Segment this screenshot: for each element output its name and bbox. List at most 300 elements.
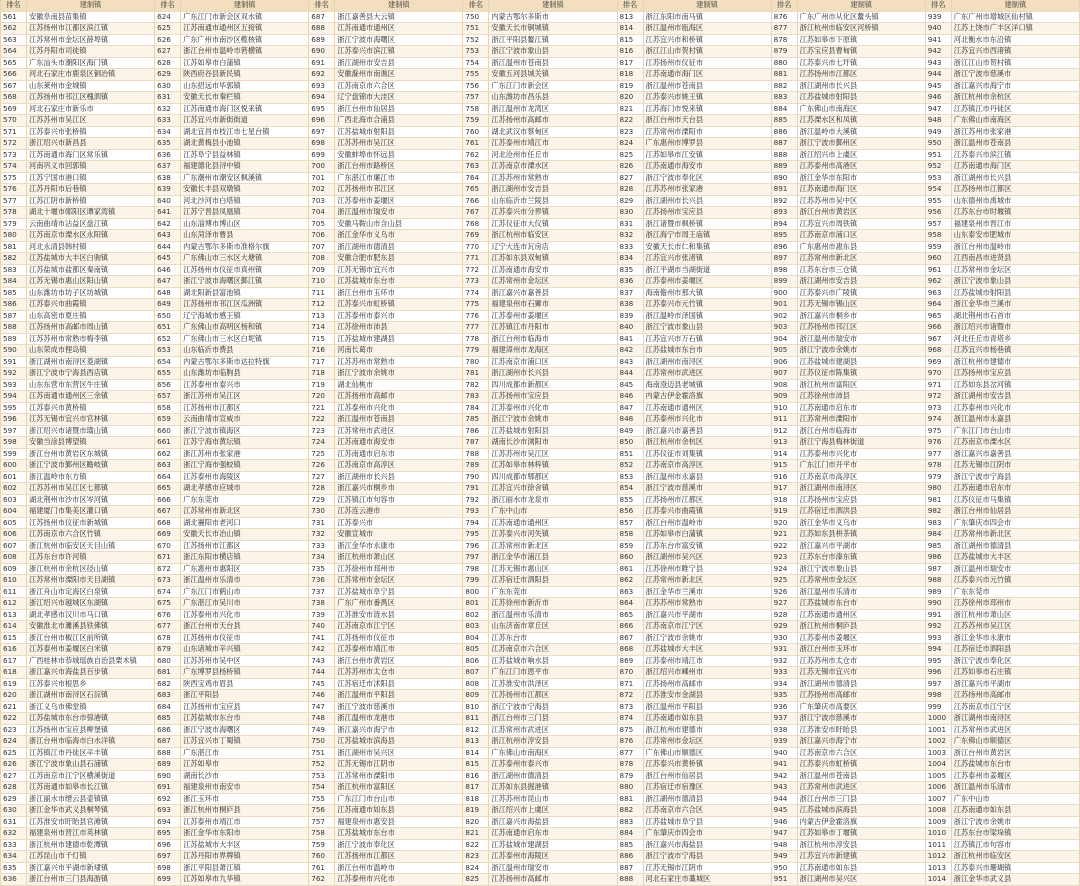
rank-cell: 758 xyxy=(463,103,489,115)
rank-cell: 590 xyxy=(1,345,27,357)
rank-cell: 599 xyxy=(1,448,27,460)
town-name-cell: 广东江门市新会区双水镇 xyxy=(181,11,309,23)
town-name-cell: 江苏南通市通州区 xyxy=(643,402,771,414)
town-name-cell: 浙江杭州市萧山区 xyxy=(951,609,1079,621)
rank-cell: 977 xyxy=(925,448,951,460)
town-name-cell: 江苏无锡市江阴市 xyxy=(643,862,771,874)
rank-cell: 627 xyxy=(1,770,27,782)
rank-cell: 826 xyxy=(617,161,643,173)
rank-cell: 839 xyxy=(617,310,643,322)
town-column-header: 建制镇 xyxy=(797,0,925,11)
rank-cell: 934 xyxy=(771,678,797,690)
rank-cell: 894 xyxy=(771,218,797,230)
town-name-cell: 广东东莞市 xyxy=(181,494,309,506)
rank-cell: 958 xyxy=(925,230,951,242)
rank-cell: 879 xyxy=(617,770,643,782)
table-row xyxy=(1,345,1080,357)
town-name-cell: 江苏南通市如东县 xyxy=(335,805,463,817)
rank-cell: 882 xyxy=(771,80,797,92)
rank-cell: 904 xyxy=(771,333,797,345)
rank-cell: 773 xyxy=(463,276,489,288)
town-column-header: 建制镇 xyxy=(335,0,463,11)
rank-cell: 858 xyxy=(617,529,643,541)
rank-cell: 1007 xyxy=(925,793,951,805)
town-name-cell: 江苏扬州市宝应县 xyxy=(797,494,925,506)
rank-cell: 661 xyxy=(155,437,181,449)
rank-cell: 690 xyxy=(155,770,181,782)
rank-cell: 706 xyxy=(309,230,335,242)
town-name-cell: 安徽合肥市肥东县 xyxy=(335,253,463,265)
table-row xyxy=(1,34,1080,46)
rank-cell: 842 xyxy=(617,345,643,357)
rank-cell: 708 xyxy=(309,253,335,265)
town-name-cell: 安徽天长市仁和集镇 xyxy=(643,241,771,253)
rank-cell: 699 xyxy=(309,149,335,161)
town-name-cell: 广东东莞市 xyxy=(951,586,1079,598)
town-name-cell: 江苏盐城市射阳县 xyxy=(335,126,463,138)
table-row xyxy=(1,126,1080,138)
rank-cell: 821 xyxy=(463,828,489,840)
table-row xyxy=(1,655,1080,667)
town-name-cell: 浙江台州市三门县海游镇 xyxy=(27,874,155,886)
rank-cell: 586 xyxy=(1,299,27,311)
rank-cell: 751 xyxy=(463,23,489,35)
rank-cell: 732 xyxy=(309,529,335,541)
rank-cell: 761 xyxy=(463,138,489,150)
rank-cell: 787 xyxy=(463,437,489,449)
town-name-cell: 浙江绍兴市上虞区 xyxy=(489,805,617,817)
rank-cell: 651 xyxy=(155,322,181,334)
town-name-cell: 湖北仙桃市 xyxy=(335,379,463,391)
rank-cell: 754 xyxy=(463,57,489,69)
rank-cell: 897 xyxy=(771,253,797,265)
town-name-cell: 江苏泰兴市虹桥镇 xyxy=(797,759,925,771)
town-name-cell: 浙江宁波市宁海县 xyxy=(489,701,617,713)
table-row xyxy=(1,552,1080,564)
town-name-cell: 江苏如皋市江安镇 xyxy=(643,149,771,161)
town-name-cell: 江苏常州市武进区 xyxy=(797,782,925,794)
rank-cell: 859 xyxy=(617,540,643,552)
rank-cell: 626 xyxy=(155,34,181,46)
rank-cell: 1010 xyxy=(925,828,951,840)
rank-cell: 653 xyxy=(155,345,181,357)
town-name-cell: 江苏泰州市靖江市 xyxy=(643,655,771,667)
town-name-cell: 江苏南通市通州区 xyxy=(489,517,617,529)
town-name-cell: 江苏如皋市下原镇 xyxy=(797,34,925,46)
town-name-cell: 江苏泰州市海陵区 xyxy=(181,471,309,483)
rank-cell: 929 xyxy=(771,621,797,633)
rank-cell: 730 xyxy=(309,506,335,518)
town-name-cell: 江苏泰兴市 xyxy=(335,517,463,529)
town-name-cell: 浙江杭州市桐庐县 xyxy=(181,805,309,817)
town-name-cell: 浙江湖州市长兴县 xyxy=(797,80,925,92)
rank-cell: 887 xyxy=(771,138,797,150)
rank-cell: 568 xyxy=(1,92,27,104)
town-name-cell: 浙江宁波市慈溪市 xyxy=(335,701,463,713)
rank-cell: 973 xyxy=(925,402,951,414)
rank-cell: 698 xyxy=(309,138,335,150)
town-name-cell: 江苏扬州市宝应县 xyxy=(489,391,617,403)
town-name-cell: 云南曲靖市宣威市 xyxy=(181,414,309,426)
town-name-cell: 浙江杭州市淳安县 xyxy=(797,839,925,851)
town-name-cell: 山东潍坊市昌乐县 xyxy=(489,92,617,104)
town-name-cell: 江苏常州市金坛区 xyxy=(489,276,617,288)
table-row xyxy=(1,517,1080,529)
rank-cell: 878 xyxy=(771,34,797,46)
town-name-cell: 江苏泰兴市曲霞镇 xyxy=(27,299,155,311)
rank-cell: 951 xyxy=(925,149,951,161)
town-name-cell: 浙江杭州市萧山区 xyxy=(335,552,463,564)
table-row xyxy=(1,115,1080,127)
rank-cell: 737 xyxy=(309,586,335,598)
town-name-cell: 江苏泰州市兴化市 xyxy=(643,414,771,426)
rank-cell: 796 xyxy=(463,540,489,552)
town-name-cell: 湖北襄阳市老河口 xyxy=(181,517,309,529)
rank-cell: 668 xyxy=(155,517,181,529)
rank-cell: 824 xyxy=(617,138,643,150)
rank-cell: 740 xyxy=(309,621,335,633)
town-name-cell: 江苏宁海市黄坛镇 xyxy=(181,437,309,449)
town-name-cell: 浙江杭州市建德市乾潭镇 xyxy=(27,839,155,851)
town-name-cell: 浙江嘉兴市平湖市 xyxy=(643,609,771,621)
rank-cell: 595 xyxy=(1,402,27,414)
town-name-cell: 福建泉州市南安市 xyxy=(181,782,309,794)
table-row xyxy=(1,322,1080,334)
town-name-cell: 江苏无锡市江阴市 xyxy=(951,460,1079,472)
town-name-cell: 浙江台州市温岭市 xyxy=(643,517,771,529)
rank-cell: 631 xyxy=(1,816,27,828)
town-name-cell: 广西北海市合浦县 xyxy=(335,115,463,127)
rank-cell: 1002 xyxy=(925,736,951,748)
town-name-cell: 江苏宜兴市徐舍镇 xyxy=(489,483,617,495)
town-name-cell: 浙江温州市苍南县 xyxy=(335,414,463,426)
rank-cell: 741 xyxy=(309,632,335,644)
table-row xyxy=(1,264,1080,276)
table-row xyxy=(1,69,1080,81)
town-name-cell: 江苏泰兴市河失镇 xyxy=(489,529,617,541)
town-name-cell: 江苏镇江市丹徒区辛丰镇 xyxy=(27,747,155,759)
rank-cell: 885 xyxy=(771,115,797,127)
town-name-cell: 江苏盐城市建湖县 xyxy=(489,839,617,851)
town-name-cell: 江苏淮安市涟水县 xyxy=(335,609,463,621)
rank-cell: 795 xyxy=(463,529,489,541)
rank-cell: 837 xyxy=(617,287,643,299)
rank-cell: 913 xyxy=(771,437,797,449)
rank-cell: 631 xyxy=(155,92,181,104)
town-name-cell: 江苏南京市六合区 xyxy=(489,644,617,656)
rank-cell: 754 xyxy=(309,782,335,794)
rank-cell: 810 xyxy=(463,701,489,713)
rank-cell: 883 xyxy=(771,92,797,104)
town-name-cell: 江苏泰州市姜堰区 xyxy=(797,632,925,644)
rank-cell: 924 xyxy=(771,563,797,575)
town-name-cell: 浙江温州市瓯海区 xyxy=(643,23,771,35)
rank-cell: 726 xyxy=(309,460,335,472)
rank-cell: 1013 xyxy=(925,862,951,874)
town-name-cell: 浙江台州市路桥区 xyxy=(335,161,463,173)
table-row xyxy=(1,207,1080,219)
rank-cell: 856 xyxy=(617,506,643,518)
town-name-cell: 江苏盐城市东台市 xyxy=(643,345,771,357)
rank-cell: 854 xyxy=(617,483,643,495)
rank-cell: 946 xyxy=(925,92,951,104)
rank-cell: 907 xyxy=(771,368,797,380)
rank-cell: 877 xyxy=(617,747,643,759)
rank-cell: 606 xyxy=(1,529,27,541)
town-name-cell: 江苏南通市启东市 xyxy=(797,402,925,414)
town-name-cell: 内蒙古鄂尔多斯市 xyxy=(489,11,617,23)
town-name-cell: 江苏南京市江宁区 xyxy=(951,701,1079,713)
rank-cell: 684 xyxy=(155,701,181,713)
rank-cell: 709 xyxy=(309,264,335,276)
rank-cell: 587 xyxy=(1,310,27,322)
table-row xyxy=(1,782,1080,794)
rank-cell: 693 xyxy=(155,805,181,817)
rank-cell: 937 xyxy=(771,713,797,725)
town-name-cell: 浙江台州市温岭市 xyxy=(951,241,1079,253)
rank-cell: 725 xyxy=(309,448,335,460)
town-name-cell: 江苏无锡市锡山区 xyxy=(797,299,925,311)
table-row xyxy=(1,333,1080,345)
town-name-cell: 江苏仪征市刘集镇 xyxy=(643,448,771,460)
rank-cell: 878 xyxy=(617,759,643,771)
rank-cell: 755 xyxy=(463,69,489,81)
town-name-cell: 江苏南通市通州区五接镇 xyxy=(181,23,309,35)
town-name-cell: 江苏常州市新北区 xyxy=(951,529,1079,541)
town-name-cell: 山东招远市毕郭镇 xyxy=(181,80,309,92)
town-name-cell: 江苏东台市溱东镇 xyxy=(797,552,925,564)
town-name-cell: 浙江湖州市吴兴区 xyxy=(335,747,463,759)
town-name-cell: 江苏泰州市靖江市 xyxy=(489,138,617,150)
table-row xyxy=(1,46,1080,58)
town-name-cell: 内蒙古伊金霍洛旗 xyxy=(643,391,771,403)
rank-cell: 656 xyxy=(155,379,181,391)
town-name-cell: 浙江嘉兴市平湖市 xyxy=(951,678,1079,690)
town-name-cell: 江苏南京市六合区 xyxy=(643,805,771,817)
rank-cell: 690 xyxy=(309,46,335,58)
rank-cell: 867 xyxy=(617,632,643,644)
town-name-cell: 江苏常州市新北区 xyxy=(181,506,309,518)
town-name-cell: 浙江温州市苍南县 xyxy=(797,770,925,782)
rank-cell: 840 xyxy=(617,322,643,334)
rank-cell: 931 xyxy=(771,644,797,656)
town-name-cell: 浙江宁波市海曙区 xyxy=(181,724,309,736)
rank-cell: 742 xyxy=(309,644,335,656)
rank-cell: 683 xyxy=(155,690,181,702)
rank-cell: 629 xyxy=(1,793,27,805)
rank-column-header: 排名 xyxy=(463,0,489,11)
rank-cell: 890 xyxy=(771,172,797,184)
town-name-cell: 江苏宜兴市周铁镇 xyxy=(797,218,925,230)
town-name-cell: 江苏苏州市常熟市 xyxy=(489,172,617,184)
rank-cell: 589 xyxy=(1,333,27,345)
rank-cell: 669 xyxy=(155,529,181,541)
town-name-cell: 湖北孝感市应城市 xyxy=(181,483,309,495)
rank-cell: 673 xyxy=(155,575,181,587)
table-row xyxy=(1,241,1080,253)
rank-cell: 571 xyxy=(1,126,27,138)
town-name-cell: 浙江湖州市长兴县 xyxy=(643,195,771,207)
rank-cell: 687 xyxy=(155,736,181,748)
rank-cell: 632 xyxy=(1,828,27,840)
town-name-cell: 江苏南京市溧水区永阳镇 xyxy=(27,230,155,242)
rank-cell: 792 xyxy=(463,494,489,506)
table-row xyxy=(1,644,1080,656)
town-name-cell: 江苏苏州市张家港 xyxy=(643,184,771,196)
rank-cell: 809 xyxy=(463,690,489,702)
rank-cell: 649 xyxy=(155,299,181,311)
town-name-cell: 浙江台州市天台县 xyxy=(181,621,309,633)
town-name-cell: 江苏泰州市泰兴市 xyxy=(181,379,309,391)
rank-cell: 966 xyxy=(925,322,951,334)
table-row xyxy=(1,667,1080,679)
rank-cell: 697 xyxy=(155,851,181,863)
rank-cell: 959 xyxy=(925,241,951,253)
town-name-cell: 江西南昌市进贤县 xyxy=(951,253,1079,265)
rank-cell: 825 xyxy=(463,874,489,886)
town-name-cell: 安徽当涂县博望镇 xyxy=(27,437,155,449)
table-row xyxy=(1,103,1080,115)
table-row xyxy=(1,471,1080,483)
town-name-cell: 湖南长沙市 xyxy=(181,770,309,782)
table-body xyxy=(1,11,1080,885)
rank-cell: 863 xyxy=(617,586,643,598)
rank-cell: 824 xyxy=(463,862,489,874)
rank-cell: 886 xyxy=(617,851,643,863)
rank-cell: 602 xyxy=(1,483,27,495)
rank-cell: 769 xyxy=(463,230,489,242)
rank-cell: 688 xyxy=(309,23,335,35)
rank-cell: 652 xyxy=(155,333,181,345)
town-name-cell: 江苏宜兴市西渚镇 xyxy=(951,46,1079,58)
town-name-cell: 内蒙古鄂尔多斯市达拉特旗 xyxy=(181,356,309,368)
town-name-cell: 江苏泰州市兴化市 xyxy=(181,609,309,621)
town-name-cell: 安徽阜南县苗集镇 xyxy=(27,11,155,23)
rank-cell: 822 xyxy=(617,115,643,127)
rank-cell: 881 xyxy=(771,69,797,81)
rank-cell: 591 xyxy=(1,356,27,368)
town-name-cell: 江苏常州市溧阳市 xyxy=(643,126,771,138)
town-name-cell: 江苏泰兴市七圩镇 xyxy=(797,57,925,69)
table-row xyxy=(1,759,1080,771)
town-name-cell: 浙江湖州市南浔区 xyxy=(643,356,771,368)
town-name-cell: 江苏南京市溧水区 xyxy=(489,161,617,173)
town-name-cell: 福建漳州市龙海区 xyxy=(489,345,617,357)
town-name-cell: 江苏如皋市白蒲镇 xyxy=(643,529,771,541)
town-name-cell: 浙江宁波市宁海县 xyxy=(951,471,1079,483)
rank-cell: 637 xyxy=(155,161,181,173)
table-row xyxy=(1,218,1080,230)
town-name-cell: 湖北武汉市蔡甸区 xyxy=(489,126,617,138)
town-name-cell: 广东江门市开平市 xyxy=(797,460,925,472)
town-name-cell: 浙江温州市苍南县 xyxy=(951,138,1079,150)
town-name-cell: 江苏扬州市高邮市 xyxy=(489,874,617,886)
rank-cell: 662 xyxy=(155,448,181,460)
town-name-cell: 江苏丹阳市司徒镇 xyxy=(27,46,155,58)
town-name-cell: 河北沧州市任丘市 xyxy=(489,149,617,161)
rank-cell: 788 xyxy=(463,448,489,460)
town-name-cell: 江苏扬州市宝应县 xyxy=(951,368,1079,380)
town-name-cell: 海南儋州市那大镇 xyxy=(643,287,771,299)
rank-cell: 685 xyxy=(155,713,181,725)
rank-cell: 818 xyxy=(463,793,489,805)
rank-cell: 735 xyxy=(309,563,335,575)
town-name-cell: 浙江湖州市德清县 xyxy=(797,678,925,690)
rank-cell: 604 xyxy=(1,506,27,518)
rank-cell: 562 xyxy=(1,23,27,35)
town-name-cell: 江苏南通市海门区常乐镇 xyxy=(27,149,155,161)
town-name-cell: 辽宁海城市感王镇 xyxy=(181,310,309,322)
rank-cell: 717 xyxy=(309,356,335,368)
rank-cell: 851 xyxy=(617,448,643,460)
town-name-cell: 浙江海宁市周王庙镇 xyxy=(643,230,771,242)
town-name-cell: 江苏丹阳市界牌镇 xyxy=(181,851,309,863)
rank-cell: 893 xyxy=(771,207,797,219)
rank-cell: 823 xyxy=(617,126,643,138)
town-name-cell: 江苏南通市海门区 xyxy=(797,184,925,196)
rank-cell: 960 xyxy=(925,253,951,265)
town-name-cell: 江苏宿迁市宿豫区 xyxy=(643,782,771,794)
town-name-cell: 浙江嘉兴市桐乡市 xyxy=(335,483,463,495)
rank-cell: 978 xyxy=(925,460,951,472)
table-row xyxy=(1,184,1080,196)
town-name-cell: 江苏如东县岔河镇 xyxy=(951,379,1079,391)
rank-cell: 600 xyxy=(1,460,27,472)
rank-cell: 987 xyxy=(925,563,951,575)
rank-cell: 671 xyxy=(155,552,181,564)
rank-cell: 719 xyxy=(309,379,335,391)
rank-cell: 949 xyxy=(925,126,951,138)
town-name-cell: 浙江台州市玉环市 xyxy=(797,644,925,656)
table-row xyxy=(1,299,1080,311)
town-name-cell: 江苏常州市金坛区 xyxy=(643,736,771,748)
town-name-cell: 江苏盐城市东台市 xyxy=(951,759,1079,771)
rank-cell: 943 xyxy=(925,57,951,69)
town-name-cell: 浙江宁波市余姚市 xyxy=(643,632,771,644)
town-name-cell: 江苏宿迁市沭阳县 xyxy=(335,678,463,690)
rank-cell: 565 xyxy=(1,57,27,69)
rank-cell: 747 xyxy=(309,701,335,713)
rank-cell: 887 xyxy=(617,862,643,874)
rank-cell: 922 xyxy=(771,540,797,552)
town-name-cell: 广东佛山市南海区 xyxy=(797,103,925,115)
town-name-cell: 江苏泰兴市姚王镇 xyxy=(643,92,771,104)
rank-cell: 995 xyxy=(925,655,951,667)
town-name-cell: 山东诸城市辛兴镇 xyxy=(181,644,309,656)
rank-cell: 723 xyxy=(309,425,335,437)
town-name-cell: 浙江平阳县 xyxy=(181,690,309,702)
town-name-cell: 浙江台州市仙居县 xyxy=(335,103,463,115)
table-row xyxy=(1,483,1080,495)
rank-cell: 772 xyxy=(463,264,489,276)
rank-cell: 672 xyxy=(155,563,181,575)
rank-cell: 865 xyxy=(617,609,643,621)
town-name-cell: 江苏苏州市吴江区七都镇 xyxy=(27,483,155,495)
rank-cell: 647 xyxy=(155,276,181,288)
rank-cell: 885 xyxy=(617,839,643,851)
town-name-cell: 江苏南通市海安市 xyxy=(489,264,617,276)
rank-cell: 615 xyxy=(1,632,27,644)
town-name-cell: 浙江金华市义乌市 xyxy=(797,517,925,529)
town-name-cell: 江苏泰兴市分界镇 xyxy=(489,207,617,219)
town-name-cell: 浙江杭州市淳安县 xyxy=(489,736,617,748)
rank-cell: 636 xyxy=(155,149,181,161)
rank-cell: 975 xyxy=(925,425,951,437)
town-name-cell: 浙江嘉兴市海宁市 xyxy=(335,724,463,736)
town-name-cell: 湖北宜昌市枝江市七星台镇 xyxy=(181,126,309,138)
town-name-cell: 江苏无锡市惠山区阳山镇 xyxy=(27,276,155,288)
town-name-cell: 江苏宜兴市张渚镇 xyxy=(643,253,771,265)
